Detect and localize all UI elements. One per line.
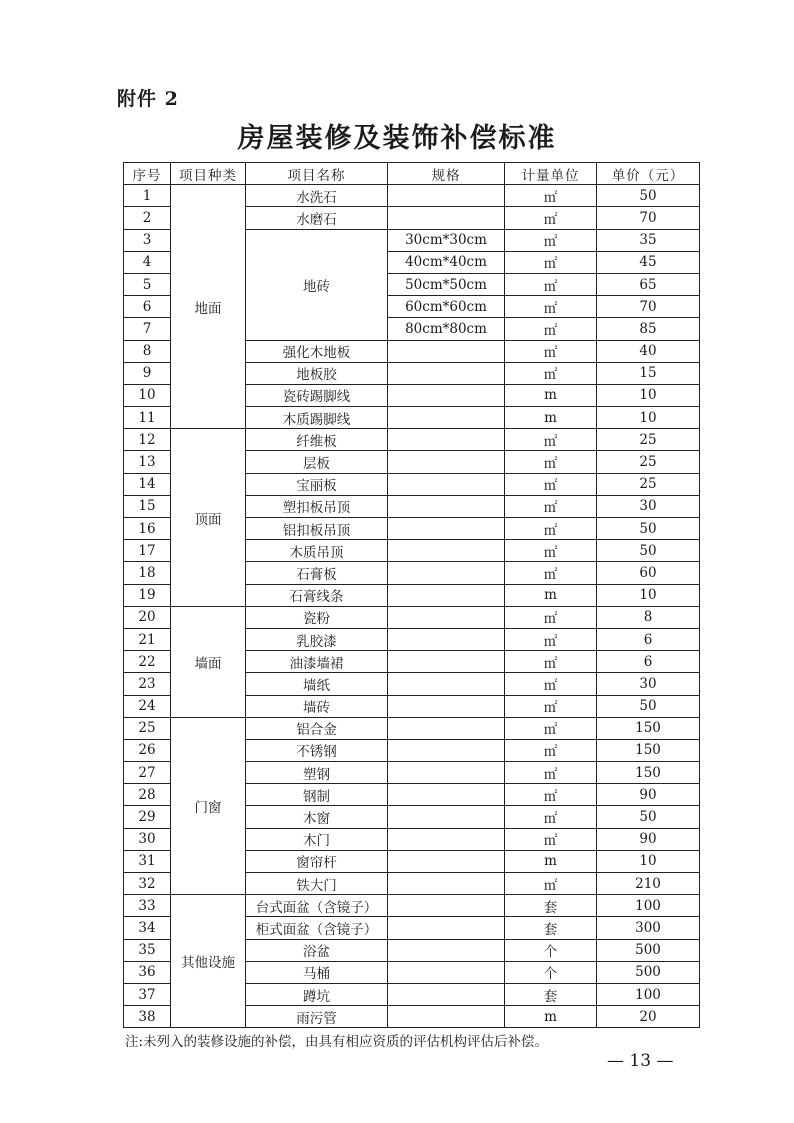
- compensation-table: [123, 162, 700, 1028]
- cell-unit: ㎡: [505, 828, 597, 850]
- cell-name: 油漆墙裙: [246, 651, 388, 673]
- table-row: [124, 606, 700, 628]
- cell-unit: 套: [505, 983, 597, 1005]
- cell-price: 100: [597, 983, 700, 1005]
- cell-unit: ㎡: [505, 251, 597, 273]
- cell-no: 11: [124, 407, 171, 429]
- cell-no: 7: [124, 318, 171, 340]
- cell-name: 铝合金: [246, 717, 388, 739]
- cell-price: 35: [597, 229, 700, 251]
- cell-price: 15: [597, 362, 700, 384]
- cell-unit: ㎡: [505, 762, 597, 784]
- cell-name: 乳胶漆: [246, 628, 388, 650]
- cell-spec: [388, 185, 505, 207]
- table-row: [124, 895, 700, 917]
- cell-unit: ㎡: [505, 806, 597, 828]
- cell-no: 22: [124, 651, 171, 673]
- cell-name: 地板胶: [246, 362, 388, 384]
- cell-name: 墙纸: [246, 673, 388, 695]
- cell-price: 50: [597, 540, 700, 562]
- cell-price: 25: [597, 429, 700, 451]
- cell-spec: [388, 850, 505, 872]
- document-title: 房屋装修及装饰补偿标准: [237, 123, 557, 154]
- cell-no: 27: [124, 762, 171, 784]
- header-unit: 计量单位: [505, 163, 597, 185]
- cell-name: 雨污管: [246, 1006, 388, 1028]
- cell-name: 墙砖: [246, 695, 388, 717]
- cell-no: 36: [124, 961, 171, 983]
- cell-spec: [388, 983, 505, 1005]
- cell-spec: [388, 207, 505, 229]
- header-category: 项目种类: [171, 163, 246, 185]
- cell-price: 50: [597, 695, 700, 717]
- cell-spec: [388, 828, 505, 850]
- cell-spec: [388, 917, 505, 939]
- cell-price: 150: [597, 739, 700, 761]
- cell-price: 500: [597, 961, 700, 983]
- cell-unit: 套: [505, 917, 597, 939]
- cell-price: 50: [597, 806, 700, 828]
- cell-name: 木质踢脚线: [246, 407, 388, 429]
- cell-unit: ㎡: [505, 739, 597, 761]
- cell-price: 85: [597, 318, 700, 340]
- cell-unit: ㎡: [505, 495, 597, 517]
- cell-no: 19: [124, 584, 171, 606]
- cell-spec: [388, 762, 505, 784]
- cell-spec: [388, 606, 505, 628]
- cell-price: 25: [597, 451, 700, 473]
- cell-no: 28: [124, 784, 171, 806]
- cell-unit: ㎡: [505, 296, 597, 318]
- cell-unit: 个: [505, 939, 597, 961]
- cell-unit: 个: [505, 961, 597, 983]
- cell-name: 蹲坑: [246, 983, 388, 1005]
- cell-unit: 套: [505, 895, 597, 917]
- cell-name: 石膏板: [246, 562, 388, 584]
- cell-unit: ㎡: [505, 229, 597, 251]
- cell-no: 20: [124, 606, 171, 628]
- cell-no: 2: [124, 207, 171, 229]
- cell-price: 30: [597, 673, 700, 695]
- cell-no: 1: [124, 185, 171, 207]
- cell-name: 层板: [246, 451, 388, 473]
- cell-price: 10: [597, 850, 700, 872]
- cell-category: 墙面: [171, 606, 246, 717]
- cell-price: 500: [597, 939, 700, 961]
- cell-unit: ㎡: [505, 362, 597, 384]
- cell-name: 不锈钢: [246, 739, 388, 761]
- cell-spec: [388, 784, 505, 806]
- cell-name: 浴盆: [246, 939, 388, 961]
- cell-spec: [388, 651, 505, 673]
- cell-spec: [388, 340, 505, 362]
- cell-name: 瓷粉: [246, 606, 388, 628]
- cell-no: 31: [124, 850, 171, 872]
- cell-unit: ㎡: [505, 606, 597, 628]
- cell-unit: ㎡: [505, 429, 597, 451]
- cell-spec: [388, 540, 505, 562]
- cell-no: 10: [124, 384, 171, 406]
- cell-name: 木质吊顶: [246, 540, 388, 562]
- attachment-label: 附件 2: [117, 88, 179, 110]
- cell-spec: [388, 1006, 505, 1028]
- cell-no: 26: [124, 739, 171, 761]
- cell-no: 8: [124, 340, 171, 362]
- table-header-row: [124, 163, 700, 185]
- cell-no: 12: [124, 429, 171, 451]
- cell-name: 马桶: [246, 961, 388, 983]
- cell-category: 地面: [171, 185, 246, 429]
- cell-price: 6: [597, 628, 700, 650]
- cell-price: 10: [597, 584, 700, 606]
- cell-spec: [388, 473, 505, 495]
- cell-unit: ㎡: [505, 518, 597, 540]
- cell-name: 窗帘杆: [246, 850, 388, 872]
- cell-price: 210: [597, 873, 700, 895]
- cell-name: 地砖: [246, 229, 388, 340]
- cell-price: 45: [597, 251, 700, 273]
- header-price: 单价（元）: [597, 163, 700, 185]
- cell-unit: ㎡: [505, 651, 597, 673]
- cell-spec: 40cm*40cm: [388, 251, 505, 273]
- cell-no: 34: [124, 917, 171, 939]
- cell-unit: ㎡: [505, 695, 597, 717]
- cell-name: 铝扣板吊顶: [246, 518, 388, 540]
- cell-no: 4: [124, 251, 171, 273]
- cell-spec: [388, 362, 505, 384]
- cell-spec: [388, 806, 505, 828]
- table-row: [124, 717, 700, 739]
- cell-name: 石膏线条: [246, 584, 388, 606]
- cell-name: 水磨石: [246, 207, 388, 229]
- cell-price: 25: [597, 473, 700, 495]
- cell-spec: 60cm*60cm: [388, 296, 505, 318]
- cell-price: 100: [597, 895, 700, 917]
- cell-no: 23: [124, 673, 171, 695]
- cell-unit: ㎡: [505, 185, 597, 207]
- cell-spec: [388, 562, 505, 584]
- cell-unit: ㎡: [505, 540, 597, 562]
- cell-price: 50: [597, 518, 700, 540]
- cell-unit: ㎡: [505, 673, 597, 695]
- cell-name: 台式面盆（含镜子）: [246, 895, 388, 917]
- cell-name: 铁大门: [246, 873, 388, 895]
- cell-no: 37: [124, 983, 171, 1005]
- cell-no: 15: [124, 495, 171, 517]
- cell-spec: [388, 429, 505, 451]
- cell-price: 60: [597, 562, 700, 584]
- cell-unit: ㎡: [505, 717, 597, 739]
- cell-spec: [388, 961, 505, 983]
- cell-no: 38: [124, 1006, 171, 1028]
- cell-unit: ㎡: [505, 273, 597, 295]
- cell-name: 柜式面盆（含镜子）: [246, 917, 388, 939]
- cell-spec: [388, 739, 505, 761]
- cell-price: 150: [597, 717, 700, 739]
- cell-unit: ㎡: [505, 473, 597, 495]
- cell-unit: ㎡: [505, 562, 597, 584]
- header-no: 序号: [124, 163, 171, 185]
- header-name: 项目名称: [246, 163, 388, 185]
- cell-unit: ㎡: [505, 873, 597, 895]
- cell-name: 木窗: [246, 806, 388, 828]
- cell-name: 塑钢: [246, 762, 388, 784]
- cell-unit: ㎡: [505, 784, 597, 806]
- cell-price: 90: [597, 828, 700, 850]
- cell-no: 30: [124, 828, 171, 850]
- cell-unit: m: [505, 850, 597, 872]
- page-number: — 13 —: [607, 1051, 674, 1071]
- cell-category: 顶面: [171, 429, 246, 607]
- cell-name: 宝丽板: [246, 473, 388, 495]
- cell-name: 塑扣板吊顶: [246, 495, 388, 517]
- cell-no: 35: [124, 939, 171, 961]
- cell-unit: ㎡: [505, 318, 597, 340]
- table-body: [124, 185, 700, 1028]
- cell-spec: 30cm*30cm: [388, 229, 505, 251]
- header-spec: 规格: [388, 163, 505, 185]
- cell-no: 17: [124, 540, 171, 562]
- cell-no: 21: [124, 628, 171, 650]
- footnote: 注:未列入的装修设施的补偿，由具有相应资质的评估机构评估后补偿。: [125, 1034, 549, 1050]
- table-row: [124, 185, 700, 207]
- cell-no: 32: [124, 873, 171, 895]
- cell-unit: ㎡: [505, 628, 597, 650]
- cell-category: 门窗: [171, 717, 246, 895]
- cell-price: 10: [597, 407, 700, 429]
- cell-spec: [388, 628, 505, 650]
- cell-spec: [388, 873, 505, 895]
- cell-name: 钢制: [246, 784, 388, 806]
- cell-name: 纤维板: [246, 429, 388, 451]
- cell-no: 25: [124, 717, 171, 739]
- cell-category: 其他设施: [171, 895, 246, 1028]
- cell-spec: [388, 495, 505, 517]
- cell-price: 70: [597, 296, 700, 318]
- cell-no: 5: [124, 273, 171, 295]
- cell-unit: ㎡: [505, 340, 597, 362]
- cell-name: 木门: [246, 828, 388, 850]
- cell-spec: [388, 584, 505, 606]
- cell-price: 65: [597, 273, 700, 295]
- cell-unit: m: [505, 384, 597, 406]
- cell-spec: [388, 451, 505, 473]
- cell-unit: ㎡: [505, 451, 597, 473]
- cell-name: 瓷砖踢脚线: [246, 384, 388, 406]
- cell-spec: [388, 673, 505, 695]
- cell-unit: ㎡: [505, 207, 597, 229]
- cell-no: 13: [124, 451, 171, 473]
- cell-no: 18: [124, 562, 171, 584]
- cell-no: 14: [124, 473, 171, 495]
- cell-price: 70: [597, 207, 700, 229]
- cell-price: 20: [597, 1006, 700, 1028]
- cell-spec: 50cm*50cm: [388, 273, 505, 295]
- cell-spec: [388, 895, 505, 917]
- cell-name: 强化木地板: [246, 340, 388, 362]
- cell-price: 30: [597, 495, 700, 517]
- cell-spec: [388, 384, 505, 406]
- cell-unit: m: [505, 584, 597, 606]
- cell-no: 6: [124, 296, 171, 318]
- cell-price: 90: [597, 784, 700, 806]
- cell-spec: [388, 717, 505, 739]
- cell-price: 6: [597, 651, 700, 673]
- cell-spec: [388, 518, 505, 540]
- cell-no: 9: [124, 362, 171, 384]
- cell-price: 300: [597, 917, 700, 939]
- cell-unit: m: [505, 1006, 597, 1028]
- cell-no: 3: [124, 229, 171, 251]
- cell-price: 8: [597, 606, 700, 628]
- cell-no: 16: [124, 518, 171, 540]
- cell-spec: [388, 407, 505, 429]
- table-row: [124, 429, 700, 451]
- cell-no: 24: [124, 695, 171, 717]
- cell-spec: 80cm*80cm: [388, 318, 505, 340]
- cell-spec: [388, 695, 505, 717]
- cell-name: 水洗石: [246, 185, 388, 207]
- cell-no: 33: [124, 895, 171, 917]
- cell-price: 50: [597, 185, 700, 207]
- cell-price: 10: [597, 384, 700, 406]
- cell-price: 150: [597, 762, 700, 784]
- cell-no: 29: [124, 806, 171, 828]
- cell-unit: m: [505, 407, 597, 429]
- cell-price: 40: [597, 340, 700, 362]
- cell-spec: [388, 939, 505, 961]
